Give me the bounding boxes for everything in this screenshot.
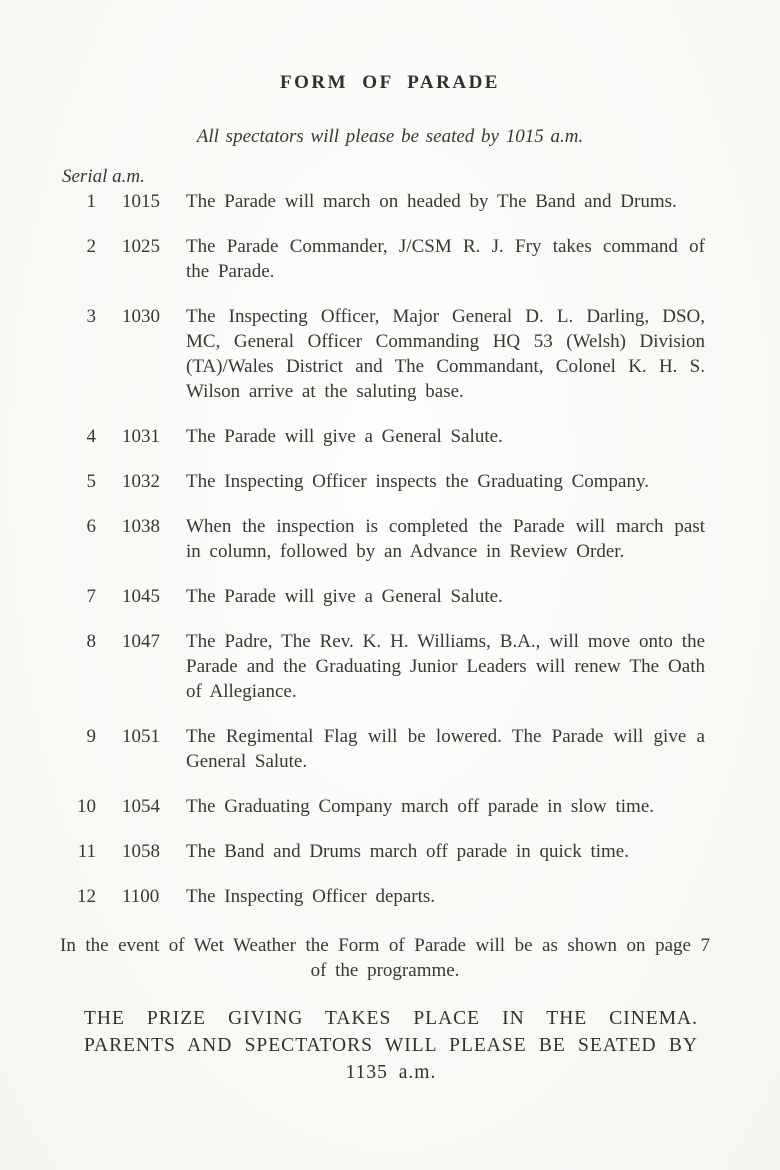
serial-number: 2: [86, 236, 96, 257]
serial-number: 6: [86, 516, 96, 537]
event-description: The Inspecting Officer, Major General D. L. Darling, DSO, MC, General Officer Commanding HQ 53 (Welsh) Division (TA)/Wales District and The Commandant, Colonel K. H. S. Wilson arrive at the saluting base.: [186, 306, 705, 402]
event-description: The Padre, The Rev. K. H. Williams, B.A., will move onto the Parade and the Graduating Junior Leaders will renew The Oath of Allegiance.: [186, 631, 705, 702]
event-time: 1051: [122, 726, 160, 747]
event-time: 1054: [122, 796, 160, 817]
event-description: The Inspecting Officer departs.: [186, 886, 436, 907]
event-description: The Inspecting Officer inspects the Graduating Company.: [186, 471, 649, 492]
column-header: Serial a.m.: [62, 166, 145, 187]
serial-number: 11: [77, 841, 96, 862]
serial-number: 7: [86, 586, 96, 607]
event-time: 1100: [122, 886, 160, 907]
event-description: The Parade will march on headed by The Band and Drums.: [186, 191, 677, 212]
event-description: The Band and Drums march off parade in quick time.: [186, 841, 629, 862]
wet-weather-notice: In the event of Wet Weather the Form of Parade will be as shown on page 7 of the programme.: [60, 935, 710, 981]
event-time: 1015: [122, 191, 160, 212]
event-description: The Parade will give a General Salute.: [186, 426, 503, 447]
event-description: The Graduating Company march off parade in slow time.: [186, 796, 654, 817]
event-description: The Regimental Flag will be lowered. The Parade will give a General Salute.: [186, 726, 705, 772]
event-time: 1045: [122, 586, 160, 607]
schedule-row: [0, 884, 780, 909]
schedule-row: [0, 584, 780, 609]
serial-number: 3: [86, 306, 96, 327]
schedule-row: [0, 189, 780, 214]
event-description: The Parade Commander, J/CSM R. J. Fry takes command of the Parade.: [186, 236, 705, 282]
event-description: The Parade will give a General Salute.: [186, 586, 503, 607]
schedule-row: [0, 469, 780, 494]
serial-number: 1: [86, 191, 96, 212]
schedule-row: [0, 839, 780, 864]
event-description: When the inspection is completed the Parade will march past in column, followed by an Advance in Review Order.: [186, 516, 705, 562]
schedule-row: [0, 629, 780, 704]
spectators-notice: All spectators will please be seated by 1015 a.m.: [196, 126, 584, 147]
event-time: 1032: [122, 471, 160, 492]
serial-number: 10: [77, 796, 96, 817]
schedule-row: [0, 724, 780, 774]
page-title: FORM OF PARADE: [280, 72, 500, 93]
parade-schedule: [0, 189, 780, 909]
schedule-row: [0, 234, 780, 284]
serial-number: 9: [86, 726, 96, 747]
serial-number: 5: [86, 471, 96, 492]
event-time: 1058: [122, 841, 160, 862]
schedule-row: [0, 514, 780, 564]
prize-giving-notice: THE PRIZE GIVING TAKES PLACE IN THE CINEMA. PARENTS AND SPECTATORS WILL PLEASE BE SEATED BY 1135 a.m.: [84, 1008, 698, 1083]
serial-number: 8: [86, 631, 96, 652]
event-time: 1038: [122, 516, 160, 537]
event-time: 1025: [122, 236, 160, 257]
schedule-row: [0, 304, 780, 404]
schedule-row: [0, 794, 780, 819]
serial-number: 4: [86, 426, 96, 447]
serial-number: 12: [77, 886, 96, 907]
schedule-row: [0, 424, 780, 449]
event-time: 1047: [122, 631, 160, 652]
event-time: 1030: [122, 306, 160, 327]
event-time: 1031: [122, 426, 160, 447]
